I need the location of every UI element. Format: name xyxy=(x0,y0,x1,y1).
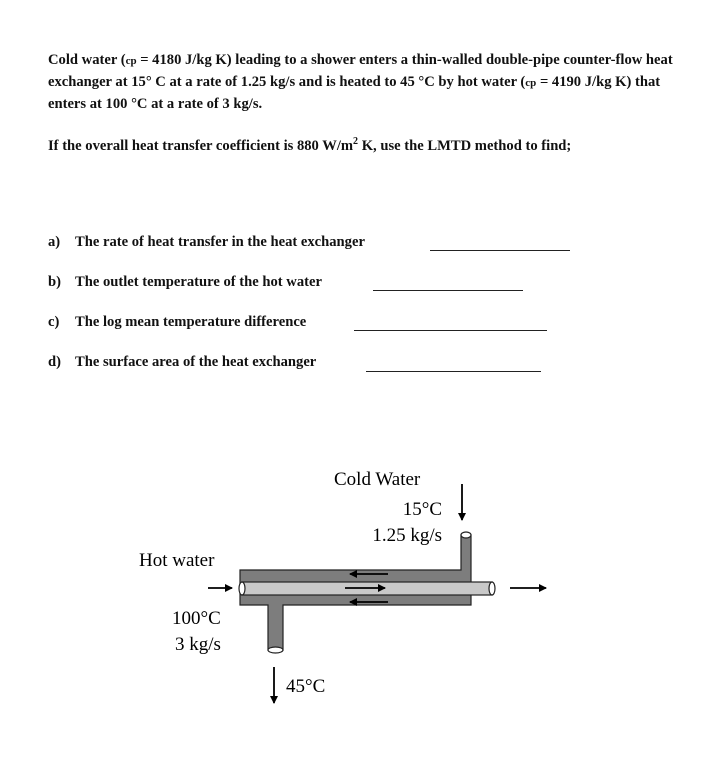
hot-flow-rate: 3 kg/s xyxy=(175,634,221,655)
hot-inlet-end xyxy=(239,582,245,595)
cold-flow-rate: 1.25 kg/s xyxy=(372,525,442,546)
problem-statement: Cold water (cp = 4180 J/kg K) leading to a shower enters a thin-walled double-pipe counter-flow heat exchanger at 15° C at a rate of 1.25 kg/s and is heated to 45 °C by hot water (cp = 4190 J/kg K) that enters at 100 °C at a rate of 3 kg/s. xyxy=(48,52,673,112)
question-c: c) The log mean temperature difference xyxy=(48,314,307,330)
hot-outlet-end xyxy=(489,582,495,595)
question-a: a) The rate of heat transfer in the heat exchanger xyxy=(48,234,365,250)
question-b: b) The outlet temperature of the hot water xyxy=(48,274,322,290)
cold-water-title: Cold Water xyxy=(334,469,421,490)
cold-inlet-temp: 15°C xyxy=(402,499,442,520)
cp-symbol: cp xyxy=(125,55,137,67)
question-d: d) The surface area of the heat exchanger xyxy=(48,354,317,370)
cp-symbol: cp xyxy=(525,77,537,89)
cold-inlet-end xyxy=(461,532,471,538)
cold-outlet-temp: 45°C xyxy=(286,676,326,697)
hot-inlet-temp: 100°C xyxy=(172,608,221,629)
hot-water-title: Hot water xyxy=(139,550,215,571)
instruction: If the overall heat transfer coefficient is 880 $W/m^2$ K, use the LMTD method to find; xyxy=(48,136,572,154)
cold-outlet-end xyxy=(268,647,283,653)
